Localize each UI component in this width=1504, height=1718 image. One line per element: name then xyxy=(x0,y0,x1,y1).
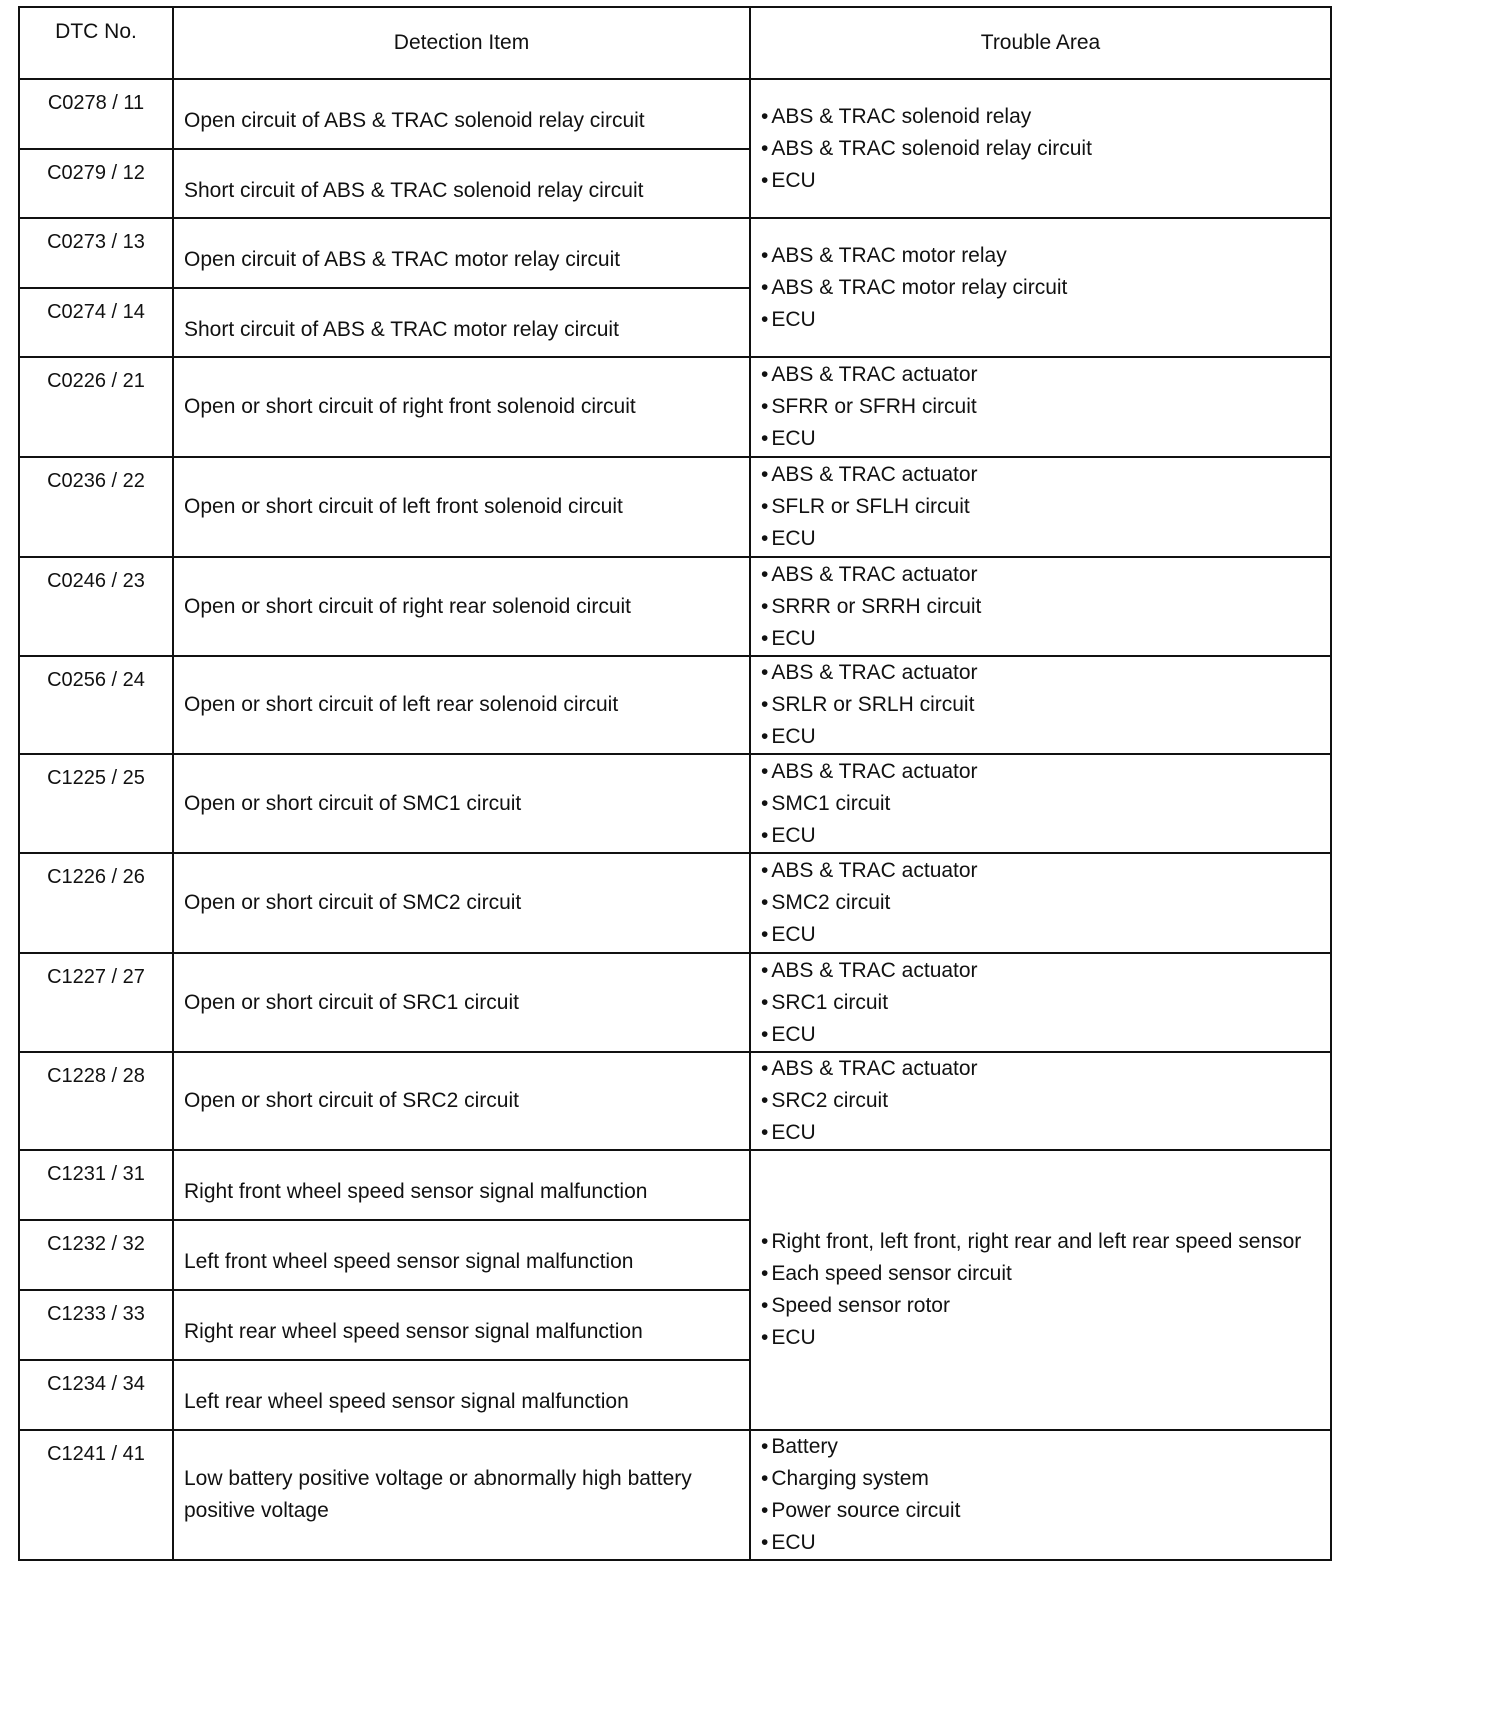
table-row xyxy=(19,1052,1331,1150)
bullet-icon: • xyxy=(761,136,769,160)
trouble-area-text: ABS & TRAC actuator xyxy=(771,463,978,486)
trouble-area-text: Charging system xyxy=(771,1467,929,1490)
dtc-code-cell: C1241 / 41 xyxy=(19,1430,173,1560)
detection-item-cell: Left rear wheel speed sensor signal malfunction xyxy=(173,1360,750,1430)
trouble-area-text: ABS & TRAC actuator xyxy=(771,661,978,684)
bullet-icon: • xyxy=(761,1089,769,1112)
detection-item-cell: Low battery positive voltage or abnormally high battery positive voltage xyxy=(173,1430,750,1560)
header-detection-item: Detection Item xyxy=(173,7,750,79)
trouble-area-text: ABS & TRAC actuator xyxy=(771,1057,978,1080)
table-row xyxy=(19,557,1331,656)
trouble-area-list xyxy=(761,657,1330,753)
trouble-area-cell xyxy=(750,457,1331,557)
table-row xyxy=(19,218,1331,288)
dtc-code-cell: C1233 / 33 xyxy=(19,1290,173,1360)
dtc-table xyxy=(18,6,1332,1561)
detection-item-cell: Right front wheel speed sensor signal malfunction xyxy=(173,1150,750,1220)
trouble-area-text: SMC1 circuit xyxy=(771,791,891,815)
detection-item-cell: Open or short circuit of right rear solenoid circuit xyxy=(173,557,750,656)
trouble-area-text: ABS & TRAC actuator xyxy=(771,759,978,783)
trouble-area-text: ECU xyxy=(771,168,816,192)
detection-item-cell: Right rear wheel speed sensor signal malfunction xyxy=(173,1290,750,1360)
trouble-area-item xyxy=(761,623,1330,655)
detection-item-cell: Short circuit of ABS & TRAC motor relay circuit xyxy=(173,288,750,357)
table-row xyxy=(19,1150,1331,1220)
dtc-code-cell: C1232 / 32 xyxy=(19,1220,173,1290)
dtc-code-cell: C1227 / 27 xyxy=(19,953,173,1052)
bullet-icon: • xyxy=(761,791,769,815)
bullet-icon: • xyxy=(761,923,769,946)
dtc-code-cell: C0274 / 14 xyxy=(19,288,173,357)
dtc-code-cell: C0236 / 22 xyxy=(19,457,173,557)
trouble-area-item xyxy=(761,272,1330,304)
bullet-icon: • xyxy=(761,725,769,748)
bullet-icon: • xyxy=(761,527,769,550)
dtc-code-cell: C0278 / 11 xyxy=(19,79,173,149)
trouble-area-item xyxy=(761,491,1330,523)
trouble-area-item xyxy=(761,391,1330,423)
bullet-icon: • xyxy=(761,1499,769,1522)
trouble-area-item xyxy=(761,304,1330,336)
trouble-area-cell xyxy=(750,79,1331,218)
trouble-area-text: ABS & TRAC actuator xyxy=(771,363,978,386)
trouble-area-text: ABS & TRAC motor relay circuit xyxy=(771,275,1068,299)
bullet-icon: • xyxy=(761,275,769,299)
dtc-table-body xyxy=(19,7,1331,1560)
detection-item-cell: Open or short circuit of left front solenoid circuit xyxy=(173,457,750,557)
trouble-area-list xyxy=(761,955,1330,1051)
trouble-area-text: Battery xyxy=(771,1435,838,1458)
table-row xyxy=(19,853,1331,953)
trouble-area-item xyxy=(761,756,1330,788)
trouble-area-cell xyxy=(750,1150,1331,1430)
trouble-area-cell xyxy=(750,1052,1331,1150)
trouble-area-item xyxy=(761,591,1330,623)
trouble-area-text: ECU xyxy=(771,923,816,946)
dtc-code-cell: C0279 / 12 xyxy=(19,149,173,218)
bullet-icon: • xyxy=(761,307,769,331)
trouble-area-item xyxy=(761,955,1330,987)
trouble-area-text: ABS & TRAC motor relay xyxy=(771,243,1007,267)
trouble-area-text: SFLR or SFLH circuit xyxy=(771,495,970,518)
bullet-icon: • xyxy=(761,1326,769,1349)
trouble-area-cell xyxy=(750,557,1331,656)
trouble-area-text: ECU xyxy=(771,307,816,331)
trouble-area-item xyxy=(761,1463,1330,1495)
trouble-area-item xyxy=(761,1226,1330,1258)
trouble-area-text: ABS & TRAC solenoid relay xyxy=(771,104,1032,128)
bullet-icon: • xyxy=(761,168,769,192)
dtc-code-cell: C1226 / 26 xyxy=(19,853,173,953)
trouble-area-text: ECU xyxy=(771,725,816,748)
bullet-icon: • xyxy=(761,243,769,267)
trouble-area-text: ECU xyxy=(771,823,816,847)
table-row xyxy=(19,79,1331,149)
trouble-area-text: ABS & TRAC actuator xyxy=(771,562,978,586)
trouble-area-text: Each speed sensor circuit xyxy=(771,1262,1012,1285)
trouble-area-text: ECU xyxy=(771,1022,816,1046)
trouble-area-item xyxy=(761,1085,1330,1117)
trouble-area-item xyxy=(761,1431,1330,1463)
trouble-area-list xyxy=(761,559,1330,655)
trouble-area-item xyxy=(761,820,1330,852)
table-row xyxy=(19,754,1331,853)
dtc-code-cell: C0273 / 13 xyxy=(19,218,173,288)
trouble-area-item xyxy=(761,1527,1330,1559)
trouble-area-item xyxy=(761,987,1330,1019)
detection-item-cell: Open or short circuit of SMC1 circuit xyxy=(173,754,750,853)
dtc-code-cell: C1228 / 28 xyxy=(19,1052,173,1150)
bullet-icon: • xyxy=(761,1435,769,1458)
trouble-area-item xyxy=(761,240,1330,272)
trouble-area-text: ECU xyxy=(771,527,816,550)
bullet-icon: • xyxy=(761,1531,769,1554)
trouble-area-item xyxy=(761,523,1330,555)
bullet-icon: • xyxy=(761,626,769,650)
detection-item-cell: Open or short circuit of right front solenoid circuit xyxy=(173,357,750,457)
trouble-area-text: ECU xyxy=(771,1531,816,1554)
detection-item-cell: Open or short circuit of SMC2 circuit xyxy=(173,853,750,953)
bullet-icon: • xyxy=(761,693,769,716)
trouble-area-text: ECU xyxy=(771,626,816,650)
bullet-icon: • xyxy=(761,363,769,386)
trouble-area-text: Speed sensor rotor xyxy=(771,1294,950,1317)
trouble-area-list xyxy=(761,1226,1330,1354)
table-row xyxy=(19,357,1331,457)
bullet-icon: • xyxy=(761,759,769,783)
bullet-icon: • xyxy=(761,823,769,847)
detection-item-cell: Short circuit of ABS & TRAC solenoid relay circuit xyxy=(173,149,750,218)
trouble-area-text: ECU xyxy=(771,427,816,450)
trouble-area-text: SFRR or SFRH circuit xyxy=(771,395,977,418)
detection-item-cell: Open circuit of ABS & TRAC solenoid relay circuit xyxy=(173,79,750,149)
detection-item-cell: Open or short circuit of left rear solenoid circuit xyxy=(173,656,750,754)
bullet-icon: • xyxy=(761,463,769,486)
bullet-icon: • xyxy=(761,395,769,418)
trouble-area-cell xyxy=(750,754,1331,853)
trouble-area-text: SRRR or SRRH circuit xyxy=(771,594,982,618)
dtc-code-cell: C1225 / 25 xyxy=(19,754,173,853)
trouble-area-item xyxy=(761,1053,1330,1085)
trouble-area-cell xyxy=(750,357,1331,457)
bullet-icon: • xyxy=(761,958,769,982)
trouble-area-text: Right front, left front, right rear and left rear speed sensor xyxy=(771,1230,1302,1253)
trouble-area-list xyxy=(761,240,1330,336)
bullet-icon: • xyxy=(761,990,769,1014)
trouble-area-text: ABS & TRAC actuator xyxy=(771,958,978,982)
bullet-icon: • xyxy=(761,495,769,518)
trouble-area-list xyxy=(761,1053,1330,1149)
dtc-code-cell: C0246 / 23 xyxy=(19,557,173,656)
table-row xyxy=(19,1430,1331,1560)
trouble-area-item xyxy=(761,1117,1330,1149)
bullet-icon: • xyxy=(761,104,769,128)
bullet-icon: • xyxy=(761,1467,769,1490)
detection-item-cell: Open or short circuit of SRC2 circuit xyxy=(173,1052,750,1150)
trouble-area-item xyxy=(761,919,1330,951)
trouble-area-item xyxy=(761,133,1330,165)
table-row xyxy=(19,953,1331,1052)
trouble-area-text: ECU xyxy=(771,1326,816,1349)
bullet-icon: • xyxy=(761,1022,769,1046)
bullet-icon: • xyxy=(761,1294,769,1317)
trouble-area-cell xyxy=(750,953,1331,1052)
trouble-area-item xyxy=(761,1258,1330,1290)
trouble-area-cell xyxy=(750,656,1331,754)
trouble-area-item xyxy=(761,657,1330,689)
bullet-icon: • xyxy=(761,1057,769,1080)
trouble-area-item xyxy=(761,855,1330,887)
trouble-area-text: SRLR or SRLH circuit xyxy=(771,693,975,716)
trouble-area-item xyxy=(761,423,1330,455)
trouble-area-cell xyxy=(750,218,1331,357)
trouble-area-text: ECU xyxy=(771,1121,816,1144)
dtc-code-cell: C0226 / 21 xyxy=(19,357,173,457)
trouble-area-text: SMC2 circuit xyxy=(771,891,891,914)
bullet-icon: • xyxy=(761,891,769,914)
trouble-area-list xyxy=(761,459,1330,555)
header-row xyxy=(19,7,1331,79)
detection-item-cell: Left front wheel speed sensor signal malfunction xyxy=(173,1220,750,1290)
header-trouble-area: Trouble Area xyxy=(750,7,1331,79)
trouble-area-cell xyxy=(750,853,1331,953)
trouble-area-list xyxy=(761,359,1330,455)
trouble-area-item xyxy=(761,359,1330,391)
trouble-area-item xyxy=(761,721,1330,753)
bullet-icon: • xyxy=(761,1262,769,1285)
trouble-area-text: SRC2 circuit xyxy=(771,1089,889,1112)
trouble-area-item xyxy=(761,788,1330,820)
trouble-area-item xyxy=(761,101,1330,133)
trouble-area-item xyxy=(761,1019,1330,1051)
trouble-area-item xyxy=(761,887,1330,919)
bullet-icon: • xyxy=(761,661,769,684)
trouble-area-list xyxy=(761,101,1330,197)
trouble-area-text: SRC1 circuit xyxy=(771,990,889,1014)
trouble-area-list xyxy=(761,855,1330,951)
bullet-icon: • xyxy=(761,594,769,618)
dtc-code-cell: C1234 / 34 xyxy=(19,1360,173,1430)
trouble-area-item xyxy=(761,559,1330,591)
bullet-icon: • xyxy=(761,427,769,450)
trouble-area-text: ABS & TRAC solenoid relay circuit xyxy=(771,136,1092,160)
trouble-area-item xyxy=(761,1322,1330,1354)
trouble-area-text: ABS & TRAC actuator xyxy=(771,859,978,882)
bullet-icon: • xyxy=(761,562,769,586)
dtc-code-cell: C1231 / 31 xyxy=(19,1150,173,1220)
trouble-area-cell xyxy=(750,1430,1331,1560)
trouble-area-list xyxy=(761,756,1330,852)
bullet-icon: • xyxy=(761,1121,769,1144)
bullet-icon: • xyxy=(761,1230,769,1253)
table-row xyxy=(19,457,1331,557)
bullet-icon: • xyxy=(761,859,769,882)
header-dtc-no: DTC No. xyxy=(19,7,173,79)
detection-item-cell: Open circuit of ABS & TRAC motor relay circuit xyxy=(173,218,750,288)
trouble-area-text: Power source circuit xyxy=(771,1499,961,1522)
trouble-area-list xyxy=(761,1431,1330,1559)
dtc-code-cell: C0256 / 24 xyxy=(19,656,173,754)
trouble-area-item xyxy=(761,689,1330,721)
detection-item-cell: Open or short circuit of SRC1 circuit xyxy=(173,953,750,1052)
trouble-area-item xyxy=(761,1495,1330,1527)
trouble-area-item xyxy=(761,459,1330,491)
trouble-area-item xyxy=(761,1290,1330,1322)
trouble-area-item xyxy=(761,165,1330,197)
table-row xyxy=(19,656,1331,754)
